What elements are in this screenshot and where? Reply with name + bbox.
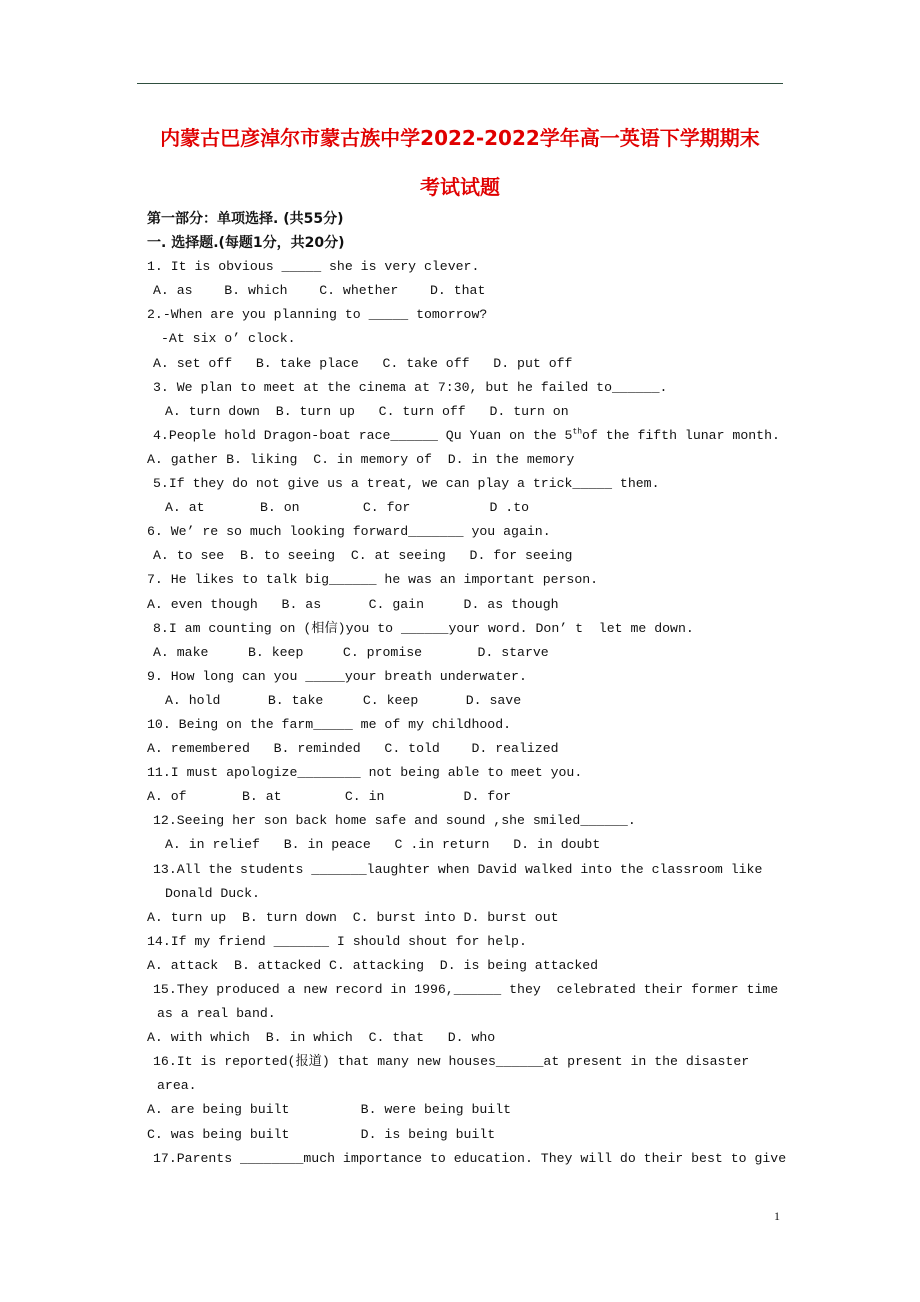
question-17: 17.Parents ________much importance to education. They will do their best to give — [153, 1150, 787, 1166]
question-4-text-a: 4.People hold Dragon-boat race______ Qu Yuan on the 5 — [153, 427, 573, 443]
question-15: 15.They produced a new record in 1996,______ they celebrated their former time — [153, 982, 779, 997]
question-10: 10. Being on the farm_____ me of my childhood. — [147, 716, 512, 732]
section-heading: 第一部分：单项选择. (共55分) — [147, 211, 344, 227]
document-title-line-2: 考试试题 — [420, 175, 500, 199]
question-2: 2.-When are you planning to _____ tomorrow? — [147, 307, 488, 323]
question-15-options: A. with which B. in which C. that D. who — [147, 1030, 496, 1046]
question-1-options: A. as B. which C. whether D. that — [153, 283, 486, 299]
question-2-reply: -At six o’ clock. — [161, 331, 296, 347]
question-15-continued: as a real band. — [157, 1006, 276, 1022]
question-8-options: A. make B. keep C. promise D. starve — [153, 644, 549, 660]
question-9-options: A. hold B. take C. keep D. save — [165, 692, 522, 708]
question-12-options: A. in relief B. in peace C .in return D. in doubt — [165, 837, 601, 853]
subsection-heading: 一. 选择题.(每题1分，共20分) — [147, 235, 345, 252]
question-10-options: A. remembered B. reminded C. told D. realized — [147, 741, 559, 757]
question-5-options: A. at B. on C. for D .to — [165, 500, 530, 516]
question-11-options: A. of B. at C. in D. for — [147, 789, 512, 805]
question-16-options-cd: C. was being built D. is being built — [147, 1126, 496, 1142]
question-14-options: A. attack B. attacked C. attacking D. is being attacked — [147, 957, 599, 973]
question-1: 1. It is obvious _____ she is very clever. — [147, 259, 480, 275]
question-14: 14.If my friend _______ I should shout for help. — [147, 933, 527, 949]
page-number: 1 — [774, 1209, 780, 1223]
question-11: 11.I must apologize________ not being able to meet you. — [147, 765, 583, 781]
question-16-options-ab: A. are being built B. were being built — [147, 1102, 512, 1118]
question-6: 6. We’ re so much looking forward_______ you again. — [147, 524, 551, 540]
question-4 — [147, 424, 787, 448]
question-8: 8.I am counting on (相信)you to ______your word. Don’ t let me down. — [153, 620, 694, 636]
question-4-text-b: of the fifth lunar month. — [582, 427, 780, 443]
question-3-options: A. turn down B. turn up C. turn off D. turn on — [165, 403, 569, 419]
question-13-continued: Donald Duck. — [165, 885, 260, 901]
question-2-options: A. set off B. take place C. take off D. put off — [153, 355, 573, 371]
question-4-options: A. gather B. liking C. in memory of D. in the memory — [147, 451, 575, 467]
document-body — [147, 207, 787, 1171]
question-16-continued: area. — [157, 1078, 197, 1094]
header-rule — [137, 83, 783, 84]
question-9: 9. How long can you _____your breath underwater. — [147, 668, 527, 684]
question-5: 5.If they do not give us a treat, we can play a trick_____ them. — [153, 476, 660, 492]
question-6-options: A. to see B. to seeing C. at seeing D. for seeing — [153, 548, 573, 564]
question-3: 3. We plan to meet at the cinema at 7:30, but he failed to______. — [153, 379, 668, 395]
document-title-line-1: 内蒙古巴彦淖尔市蒙古族中学2022-2022学年高一英语下学期期末 — [160, 126, 760, 150]
question-13: 13.All the students _______laughter when David walked into the classroom like — [153, 861, 763, 877]
question-7-options: A. even though B. as C. gain D. as though — [147, 596, 559, 612]
question-13-options: A. turn up B. turn down C. burst into D. burst out — [147, 909, 559, 925]
question-12: 12.Seeing her son back home safe and sound ,she smiled______. — [153, 813, 636, 829]
question-16: 16.It is reported(报道) that many new houses______at present in the disaster — [153, 1054, 750, 1070]
superscript: th — [572, 427, 583, 437]
question-7: 7. He likes to talk big______ he was an important person. — [147, 572, 599, 588]
